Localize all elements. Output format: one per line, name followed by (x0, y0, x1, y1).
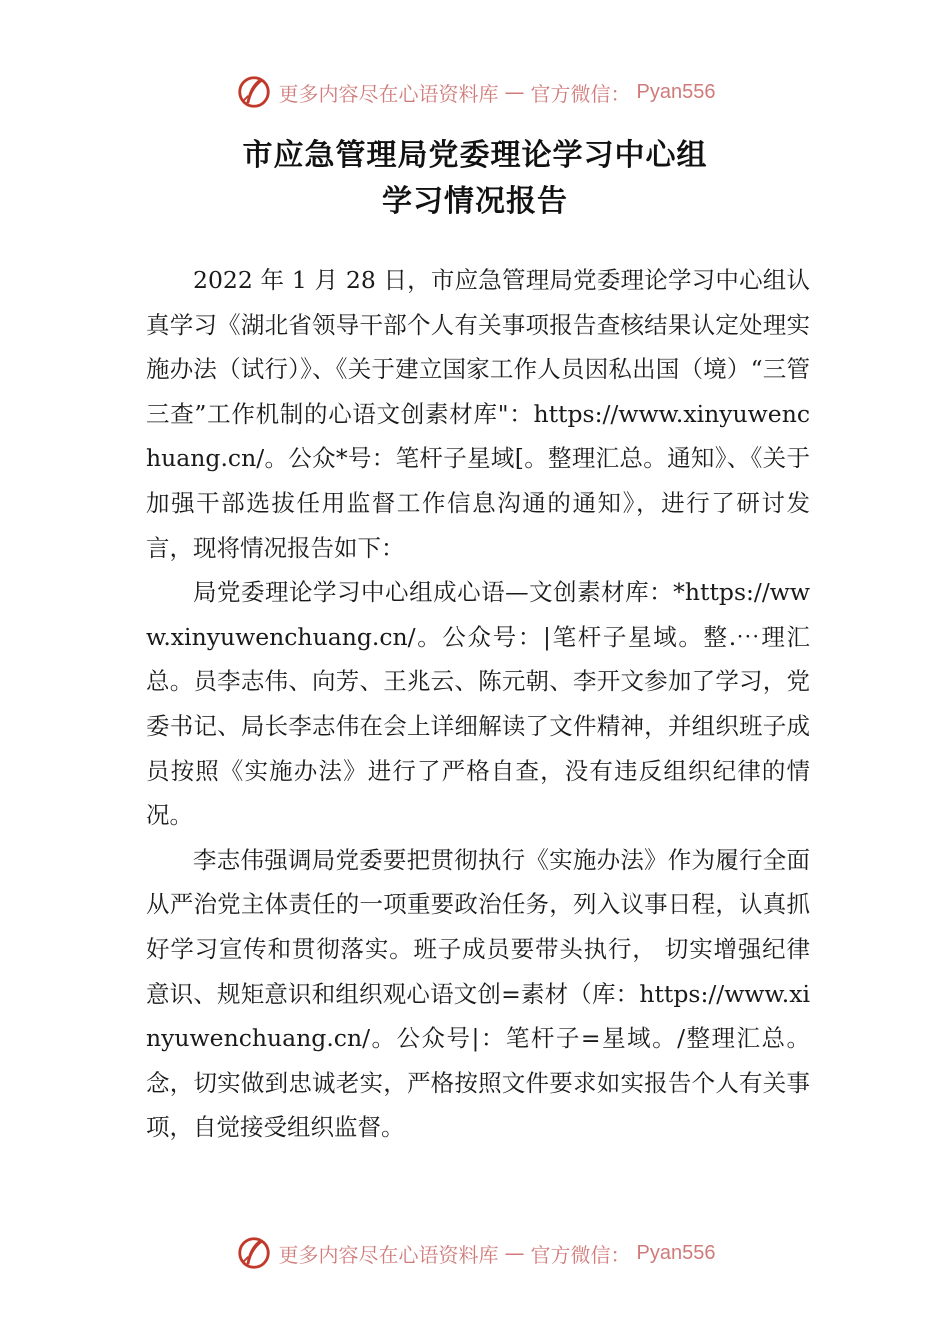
watermark-wechat-id: Pyan556 (636, 1241, 716, 1264)
watermark-dash: — (504, 1241, 525, 1265)
quill-seal-icon (235, 1234, 273, 1272)
watermark-wechat-label: 官方微信： (530, 1242, 631, 1267)
body-paragraph: 2022 年 1 月 28 日，市应急管理局党委理论学习中心组认真学习《湖北省领导干部个人有关事项报告查核结果认定处理实施办法（试行）》、《关于建立国家工作人员因私出国（境）“三管三查”工作机制的心语文创素材库"：https://www.xinyuwenchuang.cn/。公众*号：笔杆子星域[。整理汇总。通知》、《关于加强干部选拔任用监督工作信息沟通的通知》，进行了研讨发言，现将情况报告如下： (146, 266, 810, 562)
watermark-site-text: 更多内容尽在心语资料库 (278, 1242, 499, 1267)
document-body (146, 258, 810, 1150)
body-paragraph: 局党委理论学习中心组成心语—文创素材库：*https://www.xinyuwenchuang.cn/。公众号：|笔杆子星域。整.⋯理汇总。员李志伟、向芳、王兆云、陈元朝、李开文参加了学习，党委书记、局长李志伟在会上详细解读了文件精神，并组织班子成员按照《实施办法》进行了严格自查，没有违反组织纪律的情况。 (146, 578, 810, 830)
document-title-line1: 市应急管理局党委理论学习中心组 (242, 138, 708, 173)
watermark-wechat-label: 官方微信： (530, 81, 631, 106)
watermark-wechat-id: Pyan556 (636, 80, 716, 103)
watermark-banner-top (0, 72, 950, 112)
document-title-line2: 学习情况报告 (382, 184, 568, 219)
watermark-site-text: 更多内容尽在心语资料库 (278, 81, 499, 106)
body-paragraph: 李志伟强调局党委要把贯彻执行《实施办法》作为履行全面从严治党主体责任的一项重要政治任务，列入议事日程，认真抓好学习宣传和贯彻落实。班子成员要带头执行， 切实增强纪律意识、规矩意识和组织观心语文创=素材（库：https://www.xinyuwenchuang.cn/。公众号|：笔杆子=星域。/整理汇总。念，切实做到忠诚老实，严格按照文件要求如实报告个人有关事项，自觉接受组织监督。 (146, 845, 810, 1142)
quill-seal-icon (235, 73, 273, 111)
watermark-banner-bottom (0, 1233, 950, 1273)
watermark-dash: — (504, 80, 525, 104)
